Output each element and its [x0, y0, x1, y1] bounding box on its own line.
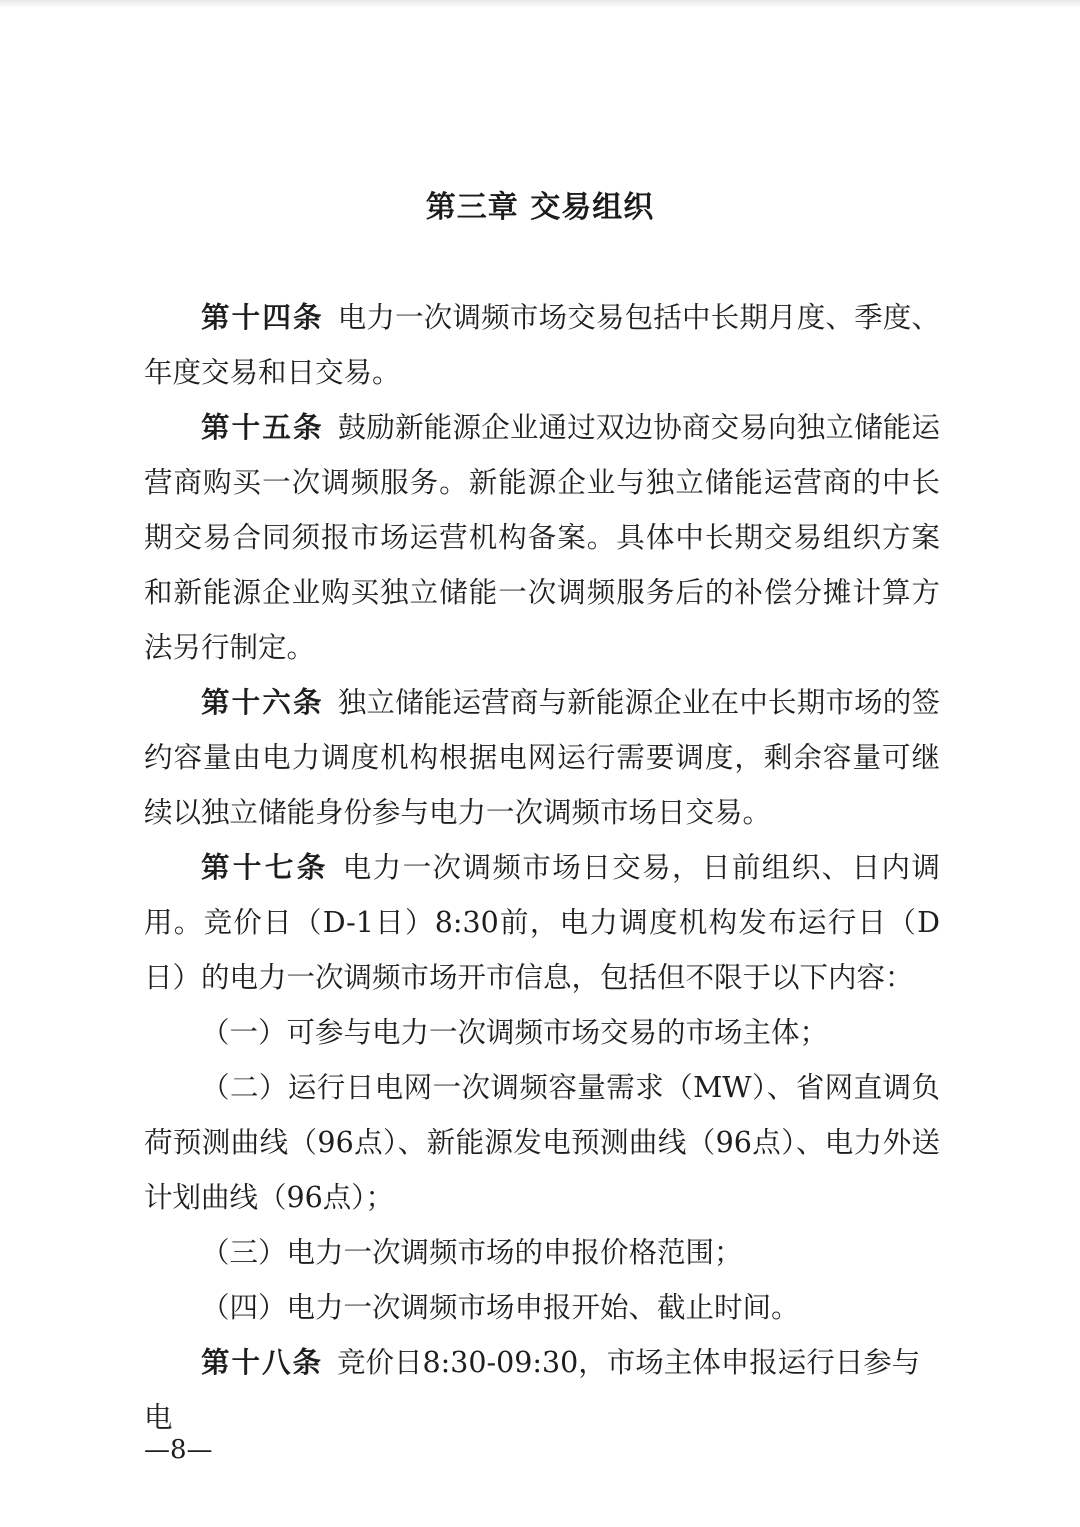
paragraph-text: 电力一次调频市场交易包括中长期月度、季度、年度交易和日交易。 — [144, 301, 940, 389]
article-14-paragraph — [144, 290, 940, 400]
list-item-3 — [144, 1225, 940, 1280]
list-item-4 — [144, 1280, 940, 1335]
article-16-paragraph — [144, 675, 940, 840]
list-item-2 — [144, 1060, 940, 1225]
list-item-text: （二）运行日电网一次调频容量需求（MW）、省网直调负荷预测曲线（96点）、新能源发电预测曲线（96点）、电力外送计划曲线（96点）； — [144, 1071, 940, 1214]
scan-edge — [0, 0, 1080, 8]
article-18-paragraph — [144, 1335, 940, 1445]
paragraph-text: 竞价日8:30-09:30，市场主体申报运行日参与电 — [144, 1346, 921, 1434]
list-item-1 — [144, 1005, 940, 1060]
article-heading: 第十六条 — [201, 686, 324, 719]
article-heading: 第十八条 — [201, 1346, 324, 1379]
article-17-paragraph — [144, 840, 940, 1005]
article-heading: 第十七条 — [201, 851, 329, 884]
paragraph-text: 独立储能运营商与新能源企业在中长期市场的签约容量由电力调度机构根据电网运行需要调度，剩余容量可继续以独立储能身份参与电力一次调频市场日交易。 — [144, 686, 940, 829]
list-item-text: （一）可参与电力一次调频市场交易的市场主体； — [201, 1016, 829, 1049]
article-15-paragraph — [144, 400, 940, 675]
article-heading: 第十四条 — [201, 301, 324, 334]
list-item-text: （三）电力一次调频市场的申报价格范围； — [201, 1236, 743, 1269]
chapter-title: 第三章 交易组织 — [425, 190, 655, 225]
body-text — [144, 290, 940, 1445]
list-item-text: （四）电力一次调频市场申报开始、截止时间。 — [201, 1291, 800, 1324]
paragraph-text: 鼓励新能源企业通过双边协商交易向独立储能运营商购买一次调频服务。新能源企业与独立储能运营商的中长期交易合同须报市场运营机构备案。具体中长期交易组织方案和新能源企业购买独立储能一次调频服务后的补偿分摊计算方法另行制定。 — [144, 411, 940, 664]
paragraph-text: 电力一次调频市场日交易，日前组织、日内调用。竞价日（D-1日）8:30前，电力调度机构发布运行日（D日）的电力一次调频市场开市信息，包括但不限于以下内容： — [144, 851, 940, 994]
article-heading: 第十五条 — [201, 411, 324, 444]
page-number: —8— — [144, 1435, 213, 1465]
